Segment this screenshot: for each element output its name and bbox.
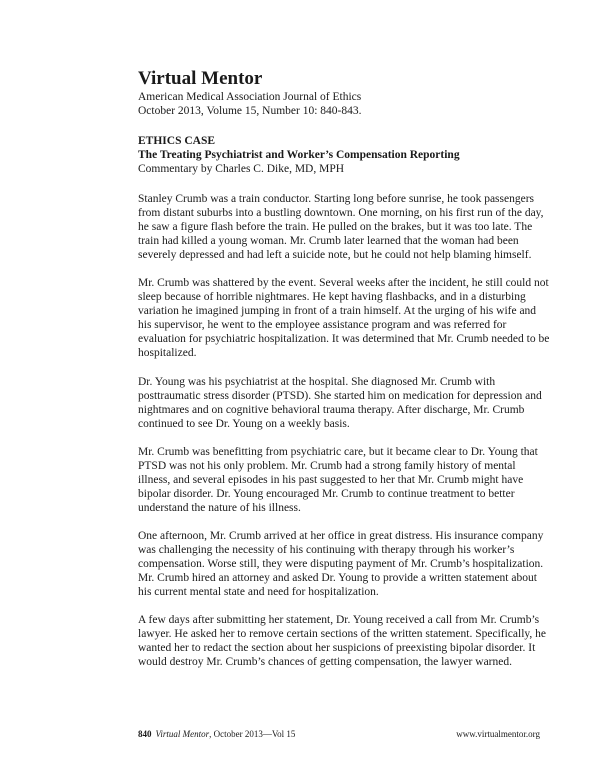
paragraph: Dr. Young was his psychiatrist at the hospital. She diagnosed Mr. Crumb with posttraumatic stress disorder (PTSD). She started him on medication for depression and nightmares and on cognitive behavioral trauma therapy. After discharge, Mr. Crumb continued to see Dr. Young on a weekly basis. [138, 375, 542, 430]
case-label: ETHICS CASE [138, 135, 216, 147]
article-page [138, 68, 550, 683]
journal-issue: October 2013, Volume 15, Number 10: 840-843. [138, 105, 362, 117]
article-body [138, 192, 550, 669]
case-author: Commentary by Charles C. Dike, MD, MPH [138, 163, 345, 175]
journal-title: Virtual Mentor [138, 68, 263, 89]
footer-left [138, 728, 295, 740]
footer-date-volume: , October 2013—Vol 15 [209, 729, 296, 739]
paragraph: Mr. Crumb was shattered by the event. Several weeks after the incident, he still could not sleep because of horrible nightmares. He kept having flashbacks, and in a disturbing variation he imagined jumping in front of a train himself. At the urging of his wife and his supervisor, he went to the employee assistance program and was referred for evaluation for psychiatric hospitalization. It was determined that Mr. Crumb needed to be hospitalized. [138, 277, 550, 360]
case-title: The Treating Psychiatrist and Worker’s Compensation Reporting [138, 149, 460, 161]
footer-journal-name: Virtual Mentor [155, 729, 210, 739]
page-footer [138, 728, 540, 740]
paragraph: A few days after submitting her statement, Dr. Young received a call from Mr. Crumb’s lawyer. He asked her to remove certain sections of the written statement. Specifically, he wanted her to redact the section about her suspicions of preexisting bipolar disorder. It would destroy Mr. Crumb’s chances of getting compensation, the lawyer warned. [138, 614, 546, 669]
footer-website[interactable]: www.virtualmentor.org [456, 729, 540, 739]
case-heading [138, 134, 550, 176]
page-number: 840 [138, 729, 152, 739]
paragraph: One afternoon, Mr. Crumb arrived at her office in great distress. His insurance company was challenging the necessity of his continuing with therapy through his worker’s compensation. Worse still, they were disputing payment of Mr. Crumb’s hospitalization. Mr. Crumb hired an attorney and asked Dr. Young to provide a written statement about his current mental state and need for hospitalization. [138, 529, 544, 599]
paragraph: Stanley Crumb was a train conductor. Starting long before sunrise, he took passengers from distant suburbs into a bustling downtown. One morning, on his first run of the day, he saw a figure flash before the train. He pulled on the brakes, but it was too late. The train had killed a young woman. Mr. Crumb later learned that the woman had been severely depressed and had left a suicide note, but he could not help blaming himself. [138, 193, 544, 262]
journal-publisher: American Medical Association Journal of Ethics [138, 91, 362, 103]
paragraph: Mr. Crumb was benefitting from psychiatric care, but it became clear to Dr. Young that PTSD was not his only problem. Mr. Crumb had a strong family history of mental illness, and several episodes in his past suggested to her that Mr. Crumb might have bipolar disorder. Dr. Young encouraged Mr. Crumb to continue treatment to better understand the nature of his illness. [138, 445, 538, 514]
journal-header [138, 68, 550, 118]
